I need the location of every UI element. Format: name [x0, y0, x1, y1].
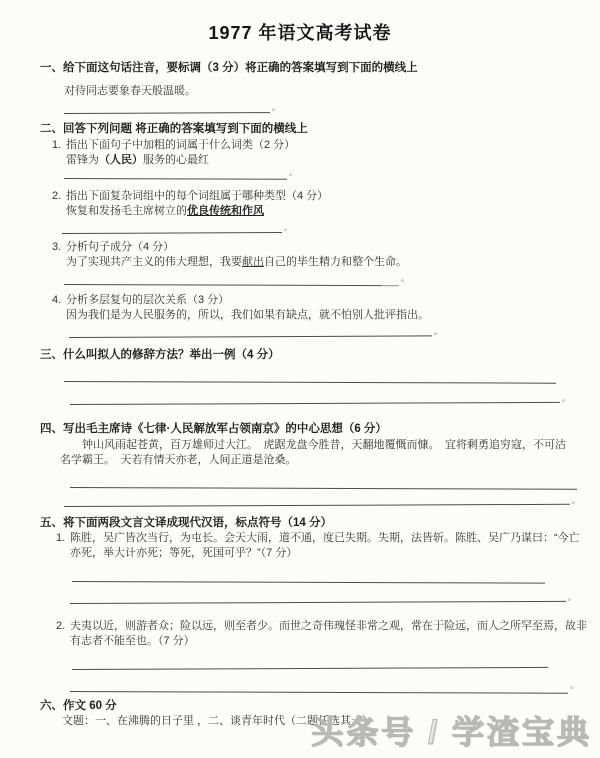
passage-2-number: 2.: [56, 620, 66, 632]
question-1-answer-row: [64, 168, 600, 179]
passage-2-answer-row-2: [70, 681, 600, 692]
section-4-header: 四、写出毛主席诗《七律·人民解放军占领南京》的中心思想（6 分）: [40, 423, 387, 435]
question-3-answer-row: [64, 274, 600, 285]
answer-line: [64, 279, 399, 286]
question-4: [52, 293, 600, 323]
essay-topics: 文题：一、在沸腾的日子里 ，二、谈青年时代（二题任选其一）: [62, 715, 374, 727]
q3-sentence-pre: 为了实现共产主义的伟大理想，我要: [66, 256, 242, 268]
answer-line: [64, 376, 556, 384]
section-4-answer-row-1: [70, 482, 600, 488]
passage-1: [56, 531, 600, 561]
line-end-period: 。: [562, 394, 570, 403]
question-3-number: 3.: [52, 241, 62, 253]
line-end-period: 。: [434, 327, 442, 336]
question-1: [52, 138, 600, 168]
answer-line: [64, 499, 570, 507]
line-end-period: 。: [401, 274, 409, 283]
question-3-sentence: [66, 255, 588, 270]
q2-sentence-bold-underline: 优良传统和作风: [187, 205, 264, 217]
question-2-prompt: 指出下面复杂词组中的每个词组属于哪种类型（4 分）: [66, 190, 329, 202]
section-5-header: 五、将下面两段文言文译成现代汉语，标点符号（14 分）: [40, 517, 332, 529]
answer-line: [69, 330, 432, 338]
question-2-answer-row: [62, 223, 600, 234]
question-1-number: 1.: [52, 139, 62, 151]
q1-sentence-post: 服务的心最红: [143, 154, 209, 166]
section-6-header: 六、作文 60 分: [40, 700, 117, 712]
section-3-answer-row-1: [64, 376, 600, 382]
mao-poem-text: 钟山风雨起苍黄，百万雄师过大江。 虎踞龙盘今胜昔，天翻地覆慨而慷。 宜将剩勇追穷寇，不可沽名学霸王。 天若有情天亦老，人间正道是沧桑。: [60, 439, 566, 466]
answer-line: [64, 173, 287, 180]
answer-line: [70, 482, 577, 490]
answer-line: [64, 107, 270, 114]
q2-sentence-pre: 恢复和发扬毛主席树立的: [66, 205, 187, 217]
question-3: [52, 240, 600, 270]
answer-line: [70, 397, 560, 405]
question-4-answer-row: [69, 327, 600, 338]
q3-sentence-post: 自己的毕生精力和整个生命。: [264, 256, 407, 268]
answer-line: [72, 662, 548, 670]
answer-line: [62, 227, 282, 234]
answer-line: [72, 576, 545, 584]
passage-2: [56, 619, 600, 649]
section-1-answer-row: [64, 103, 600, 114]
question-3-prompt: 分析句子成分（4 分）: [66, 241, 175, 253]
passage-2-text: 夫夷以近，则游者众；险以远，则至者少。而世之奇伟瑰怪非常之观，常在于险远，而人之所罕至焉，故非有志者不能至也。（7 分）: [70, 620, 587, 647]
line-end-period: 。: [272, 103, 280, 112]
answer-line: [70, 596, 566, 604]
section-3-answer-row-2: [70, 394, 600, 405]
question-1-prompt: 指出下面句子中加粗的词属于什么词类（2 分）: [66, 139, 296, 151]
passage-1-answer-row-2: [70, 593, 600, 604]
section-1-header: 一、给下面这句话注音，要标调（3 分）将正确的答案填写到下面的横线上: [40, 62, 418, 74]
passage-1-number: 1.: [56, 532, 66, 544]
section-4-answer-row-2: [64, 496, 600, 507]
watermark-text: 头条号 / 学渣宝典: [311, 714, 592, 750]
question-2-number: 2.: [52, 190, 62, 202]
answer-line: [70, 686, 568, 694]
q1-sentence-bold: （人民）: [99, 154, 143, 166]
section-2-header: 二、回答下列问题 将正确的答案填写到下面的横线上: [40, 123, 308, 135]
line-end-period: 。: [568, 593, 576, 602]
section-3-header: 三、什么叫拟人的修辞方法？举出一例（4 分）: [40, 349, 280, 361]
question-4-sentence: 因为我们是为人民服务的，所以，我们如果有缺点，就不怕别人批评指出。: [66, 309, 429, 321]
question-4-prompt: 分析多层复句的层次关系（3 分）: [66, 294, 230, 306]
line-end-period: 。: [572, 496, 580, 505]
question-2-sentence: [66, 204, 588, 219]
line-end-period: 。: [570, 681, 578, 690]
q3-sentence-underline: 献出: [242, 256, 264, 268]
question-4-number: 4.: [52, 294, 62, 306]
question-1-sentence: [66, 153, 588, 168]
passage-1-text: 陈胜，吴广皆次当行，为屯长。会天大雨，道不通，度已失期。失期，法皆斩。陈胜、吴广乃谋曰：“今亡亦死，举大计亦死；等死，死国可乎？”（7 分）: [70, 532, 580, 559]
passage-2-answer-row-1: [72, 664, 600, 670]
q1-sentence-pre: 雷锋为: [66, 154, 99, 166]
passage-1-answer-row-1: [72, 576, 600, 582]
question-2: [52, 189, 600, 219]
section-1-sentence: 对待同志要象春天般温暖。: [64, 85, 196, 97]
page-title: 1977 年语文高考试卷: [208, 23, 392, 43]
line-end-period: 。: [289, 168, 297, 177]
line-end-period: 。: [284, 223, 292, 232]
